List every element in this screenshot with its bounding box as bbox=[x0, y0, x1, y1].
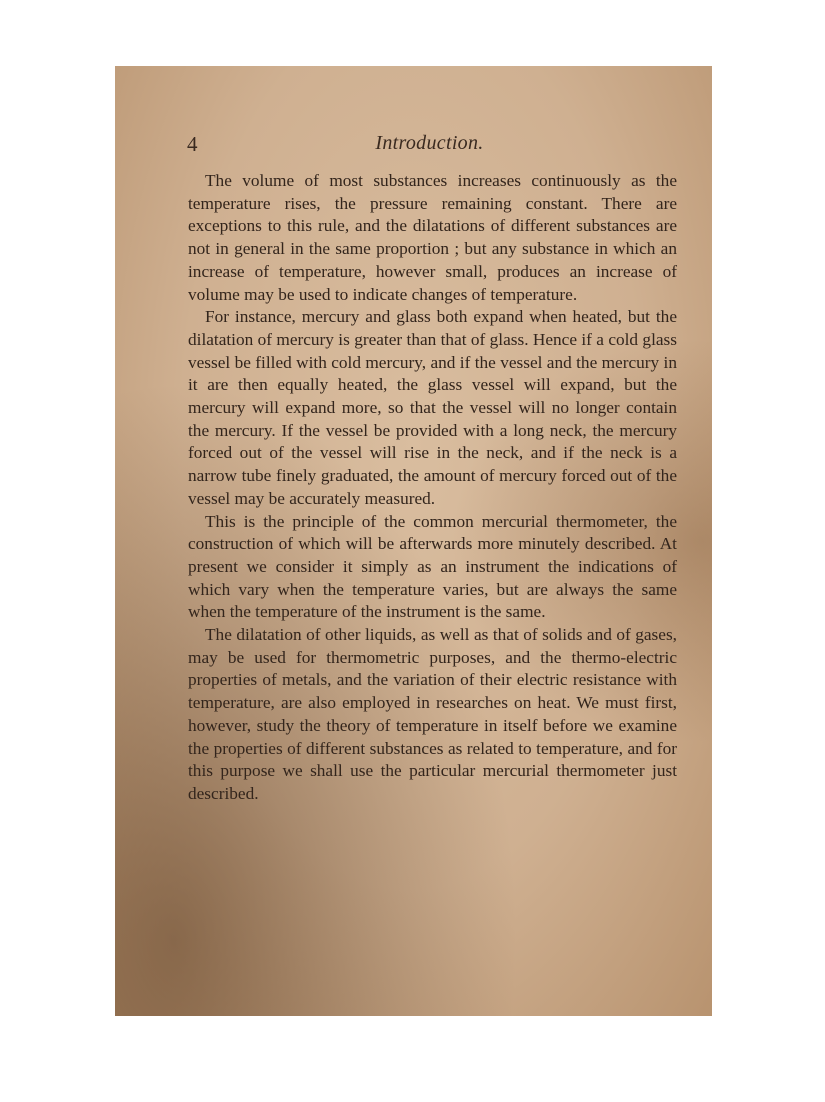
scanned-page bbox=[115, 66, 712, 1016]
page-header bbox=[187, 132, 672, 158]
page-number: 4 bbox=[187, 132, 198, 156]
paragraph: This is the principle of the common mercurial thermometer, the construction of which will be afterwards more minutely described. At present we consider it simply as an instrument the indications of which vary when the temperature varies, but are always the same when the temperature of the instrument is the same. bbox=[188, 511, 677, 622]
running-title: Introduction. bbox=[375, 132, 484, 154]
page-body bbox=[188, 170, 677, 806]
paragraph: The volume of most substances increases continuously as the temperature rises, the pressure remaining constant. There are exceptions to this rule, and the dilatations of different substances are not in general in the same proportion ; but any substance in which an increase of temperature, however small, produces an increase of volume may be used to indicate changes of temperature. bbox=[188, 171, 677, 304]
paragraph: For instance, mercury and glass both expand when heated, but the dilatation of mercury is greater than that of glass. Hence if a cold glass vessel be filled with cold mercury, and if the vessel and the mercury in it are then equally heated, the glass vessel will expand, but the mercury will expand more, so that the vessel will no longer contain the mercury. If the vessel be provided with a long neck, the mercury forced out of the vessel will rise in the neck, and if the neck is a narrow tube finely graduated, the amount of mercury forced out of the vessel may be accurately measured. bbox=[188, 307, 677, 508]
paragraph: The dilatation of other liquids, as well as that of solids and of gases, may be used for thermometric purposes, and the thermo-electric properties of metals, and the variation of their electric resistance with temperature, are also employed in researches on heat. We must first, however, study the theory of temperature in itself before we examine the properties of different substances as related to temperature, and for this purpose we shall use the particular mercurial thermometer just described. bbox=[188, 625, 677, 803]
